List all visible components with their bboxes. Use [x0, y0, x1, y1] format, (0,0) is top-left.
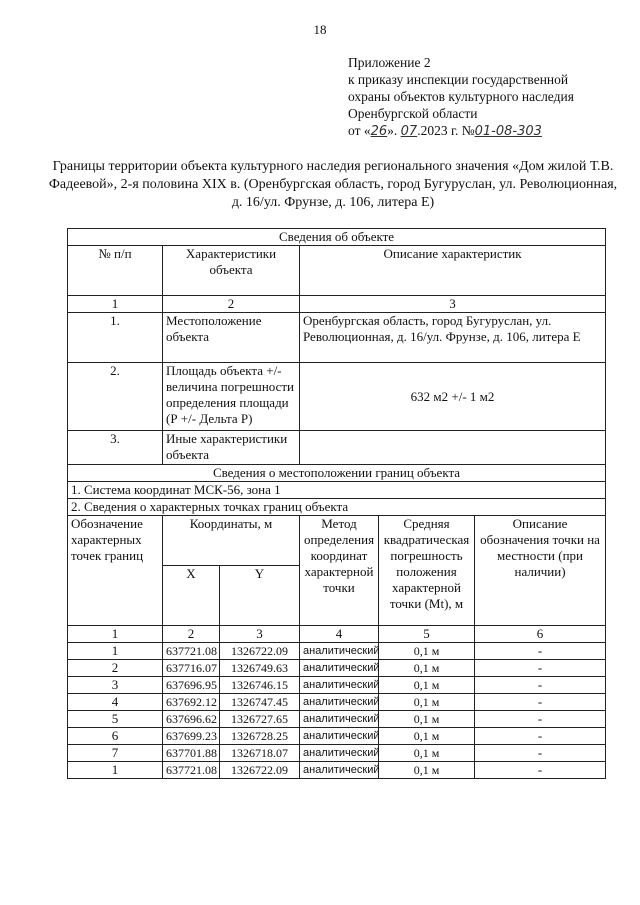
point-error: 0,1 м [379, 711, 475, 728]
point-method: аналитический [300, 677, 379, 694]
row-characteristic: Площадь объекта +/- величина погрешности определения площади (Р +/- Дельта Р) [163, 363, 300, 431]
point-method: аналитический [300, 762, 379, 779]
point-error: 0,1 м [379, 728, 475, 745]
appendix-date-line: от «26». 07.2023 г. №01-08-303 [348, 123, 542, 139]
document-title: Границы территории объекта культурного наследия регионального значения «Дом жилой Т.В. Фадеевой», 2-я половина XIX в. (Оренбургская область, город Бугуруслан, ул. Революционная, д. 16/ул. Фрунзе, д. 106, литера Е) [48, 159, 618, 210]
point-desc: - [475, 728, 606, 745]
point-method: аналитический [300, 643, 379, 660]
idx-cell: 6 [475, 626, 606, 643]
point-method: аналитический [300, 711, 379, 728]
point-y: 1326749.63 [220, 660, 300, 677]
point-x: 637699.23 [163, 728, 220, 745]
row-description: 632 м2 +/- 1 м2 [300, 363, 606, 431]
point-desc: - [475, 677, 606, 694]
point-y: 1326728.25 [220, 728, 300, 745]
object-info-header: Сведения об объекте [68, 229, 606, 246]
handwritten-month: 07 [400, 124, 418, 139]
point-y: 1326718.07 [220, 745, 300, 762]
idx-cell: 1 [68, 296, 163, 313]
appendix-line-1: Приложение 2 [348, 55, 431, 70]
table-row [68, 711, 606, 728]
point-id: 3 [68, 677, 163, 694]
table-row [68, 745, 606, 762]
table-row [68, 694, 606, 711]
point-y: 1326746.15 [220, 677, 300, 694]
col-description-header: Описание обозначения точки на местности (при наличии) [475, 516, 606, 626]
point-desc: - [475, 711, 606, 728]
point-y: 1326722.09 [220, 643, 300, 660]
appendix-line-2: к приказу инспекции государственной [348, 72, 569, 87]
point-error: 0,1 м [379, 762, 475, 779]
col-error-header: Средняя квадратическая погрешность положения характерной точки (Mt), м [379, 516, 475, 626]
point-y: 1326727.65 [220, 711, 300, 728]
coordinate-system: 1. Система координат МСК-56, зона 1 [68, 482, 606, 499]
point-y: 1326747.45 [220, 694, 300, 711]
idx-cell: 2 [163, 626, 220, 643]
idx-cell: 1 [68, 626, 163, 643]
col-num-header: № п/п [68, 246, 163, 296]
boundary-table [67, 228, 606, 779]
table-row [68, 643, 606, 660]
point-error: 0,1 м [379, 694, 475, 711]
row-number: 3. [68, 431, 163, 465]
point-y: 1326722.09 [220, 762, 300, 779]
point-id: 5 [68, 711, 163, 728]
col-x-header: X [163, 566, 220, 626]
point-desc: - [475, 745, 606, 762]
col-coords-header: Координаты, м [163, 516, 300, 566]
row-number: 1. [68, 313, 163, 363]
col-designation-header: Обозначение характерных точек границ [68, 516, 163, 626]
point-x: 637692.12 [163, 694, 220, 711]
point-method: аналитический [300, 694, 379, 711]
point-id: 7 [68, 745, 163, 762]
idx-cell: 5 [379, 626, 475, 643]
point-x: 637716.07 [163, 660, 220, 677]
point-method: аналитический [300, 745, 379, 762]
appendix-block [348, 54, 628, 140]
point-desc: - [475, 660, 606, 677]
appendix-line-4: Оренбургской области [348, 106, 478, 121]
handwritten-day: 26 [370, 124, 388, 139]
point-error: 0,1 м [379, 643, 475, 660]
point-id: 1 [68, 643, 163, 660]
location-header: Сведения о местоположении границ объекта [68, 465, 606, 482]
row-description [300, 431, 606, 465]
row-characteristic: Иные характеристики объекта [163, 431, 300, 465]
point-x: 637721.08 [163, 643, 220, 660]
row-number: 2. [68, 363, 163, 431]
col-desc-header: Описание характеристик [300, 246, 606, 296]
col-method-header: Метод определения координат характерной точки [300, 516, 379, 626]
point-x: 637696.62 [163, 711, 220, 728]
point-x: 637701.88 [163, 745, 220, 762]
point-desc: - [475, 694, 606, 711]
idx-cell: 2 [163, 296, 300, 313]
point-id: 6 [68, 728, 163, 745]
point-method: аналитический [300, 728, 379, 745]
point-error: 0,1 м [379, 745, 475, 762]
table-row [68, 660, 606, 677]
point-id: 4 [68, 694, 163, 711]
point-x: 637696.95 [163, 677, 220, 694]
point-x: 637721.08 [163, 762, 220, 779]
table-row [68, 677, 606, 694]
col-char-header: Характеристики объекта [163, 246, 300, 296]
handwritten-number: 01-08-303 [474, 124, 542, 139]
point-error: 0,1 м [379, 660, 475, 677]
table-row [68, 762, 606, 779]
point-desc: - [475, 643, 606, 660]
point-desc: - [475, 762, 606, 779]
idx-cell: 3 [220, 626, 300, 643]
points-header: 2. Сведения о характерных точках границ объекта [68, 499, 606, 516]
page-number: 18 [313, 22, 327, 37]
point-id: 1 [68, 762, 163, 779]
point-method: аналитический [300, 660, 379, 677]
appendix-line-3: охраны объектов культурного наследия [348, 89, 574, 104]
idx-cell: 3 [300, 296, 606, 313]
col-y-header: Y [220, 566, 300, 626]
row-description: Оренбургская область, город Бугуруслан, ул. Революционная, д. 16/ул. Фрунзе, д. 106, литера Е [300, 313, 606, 363]
table-row [68, 728, 606, 745]
row-characteristic: Местоположение объекта [163, 313, 300, 363]
idx-cell: 4 [300, 626, 379, 643]
point-error: 0,1 м [379, 677, 475, 694]
point-id: 2 [68, 660, 163, 677]
